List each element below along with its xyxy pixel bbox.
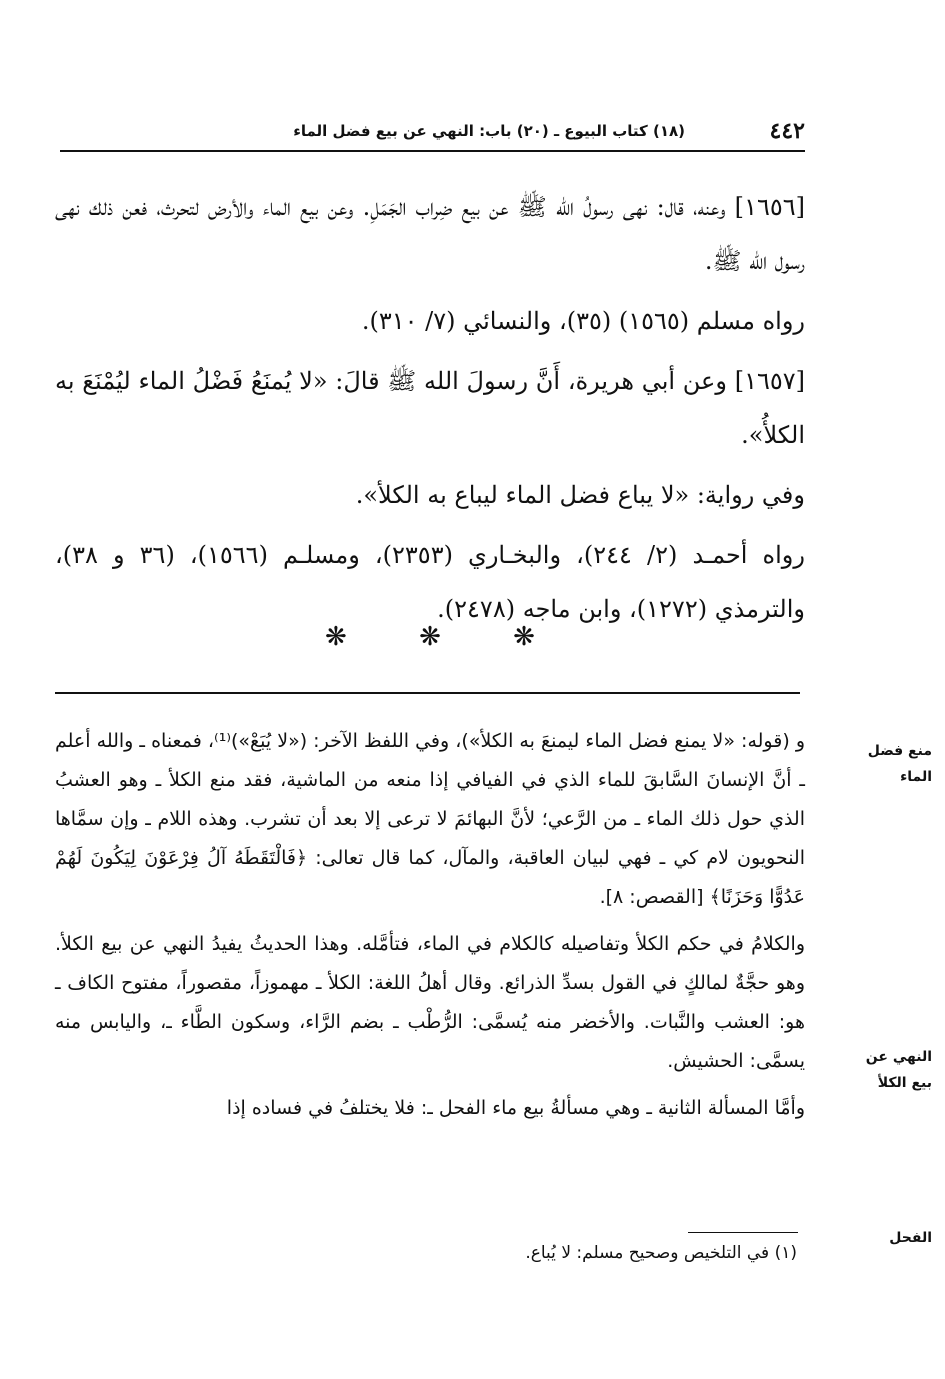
page-number: ٤٤٢ xyxy=(769,118,805,144)
margin-note: منع فضل الماء xyxy=(867,743,932,785)
star-icon: ❋ xyxy=(419,622,441,652)
commentary-paragraph: و (قوله: «لا يمنع فضل الماء ليمنعَ به الكلأ»)، وفي اللفظ الآخر: («لا يُبَعْ»)⁽¹⁾، فمعناه ـ والله أعلم ـ أنَّ الإنسانَ السَّابقَ للماء الذي في الفيافي إذا منعه من الماشية، فقد منع الكلأ ـ وهو العشبُ الذي حول ذلك الماء ـ من الرَّعي؛ لأنَّ البهائمَ لا ترعى إلا بعد أن تشرب. وهذه اللام ـ وإن سمَّاها النحويون لام كي ـ فهي لبيان العاقبة، والمآل، كما قال تعالى: ﴿فَالْتَقَطَهُ آلُ فِرْعَوْنَ لِيَكُونَ لَهُمْ عَدُوًّا وَحَزَنًا﴾ [القصص: ٨]. xyxy=(55,730,805,908)
commentary-paragraph: وأمَّا المسألة الثانية ـ وهي مسألةُ بيع ماء الفحل ـ: فلا يختلفُ في فساده إذا xyxy=(226,1097,805,1119)
header-divider xyxy=(60,150,805,152)
star-icon: ❋ xyxy=(513,622,535,652)
hadith-1656-source: رواه مسلم (١٥٦٥) (٣٥)، والنسائي (٧/ ٣١٠). xyxy=(361,307,805,335)
hadith-1656: [١٦٥٦] وعنه، قال: نهى رسولُ الله ﷺ عن بيع ضِراب الجَمَلِ. وعن بيع الماء والأرض لتحرث، فعن ذلك نهى رسول الله ﷺ. xyxy=(55,193,805,275)
section-separator xyxy=(55,622,805,652)
commentary-paragraph: والكلامُ في حكم الكلأ وتفاصيله كالكلام في الماء، فتأمَّله. وهذا الحديثُ يفيدُ النهي عن بيع الكلأ. وهو حجَّةٌ لمالكٍ في القول بسدِّ الذرائع. وقال أهلُ اللغة: الكلأ ـ مهموزاً، مقصوراً، مفتوح الكاف ـ هو: العشب والنَّبات. والأخضر منه يُسمَّى: الرُّطْب ـ بضم الرَّاء، وسكون الطَّاء ـ، واليابس منه يسمَّى: الحشيش. xyxy=(55,933,805,1072)
running-title: (١٨) كتاب البيوع ـ (٢٠) باب: النهي عن بيع فضل الماء xyxy=(293,122,685,140)
footnote-divider xyxy=(688,1232,798,1233)
running-header xyxy=(60,118,805,152)
hadith-1657-variant: وفي رواية: «لا يباع فضل الماء ليباع به الكلأ». xyxy=(355,481,805,509)
commentary-divider xyxy=(55,692,800,694)
hadith-text xyxy=(55,180,805,642)
hadith-1657-source: رواه أحمـد (٢/ ٢٤٤)، والبخـاري (٢٣٥٣)، ومسلـم (١٥٦٦)، (٣٦ و ٣٨)، والترمذي (١٢٧٢)، وابن ماجه (٢٤٧٨). xyxy=(55,541,805,623)
margin-note: الفحل xyxy=(889,1230,932,1246)
margin-note: النهي عن بيع الكلأ xyxy=(865,1049,932,1091)
star-icon: ❋ xyxy=(325,622,347,652)
footnote: (١) في التلخيص وصحيح مسلم: لا يُباع. xyxy=(525,1243,797,1263)
commentary-text xyxy=(55,722,805,1136)
hadith-1657: [١٦٥٧] وعن أبي هريرة، أَنَّ رسولَ الله ﷺ قالَ: «لا يُمنَعُ فَضْلُ الماء ليُمْنَعَ به الكلأُ». xyxy=(55,367,805,449)
